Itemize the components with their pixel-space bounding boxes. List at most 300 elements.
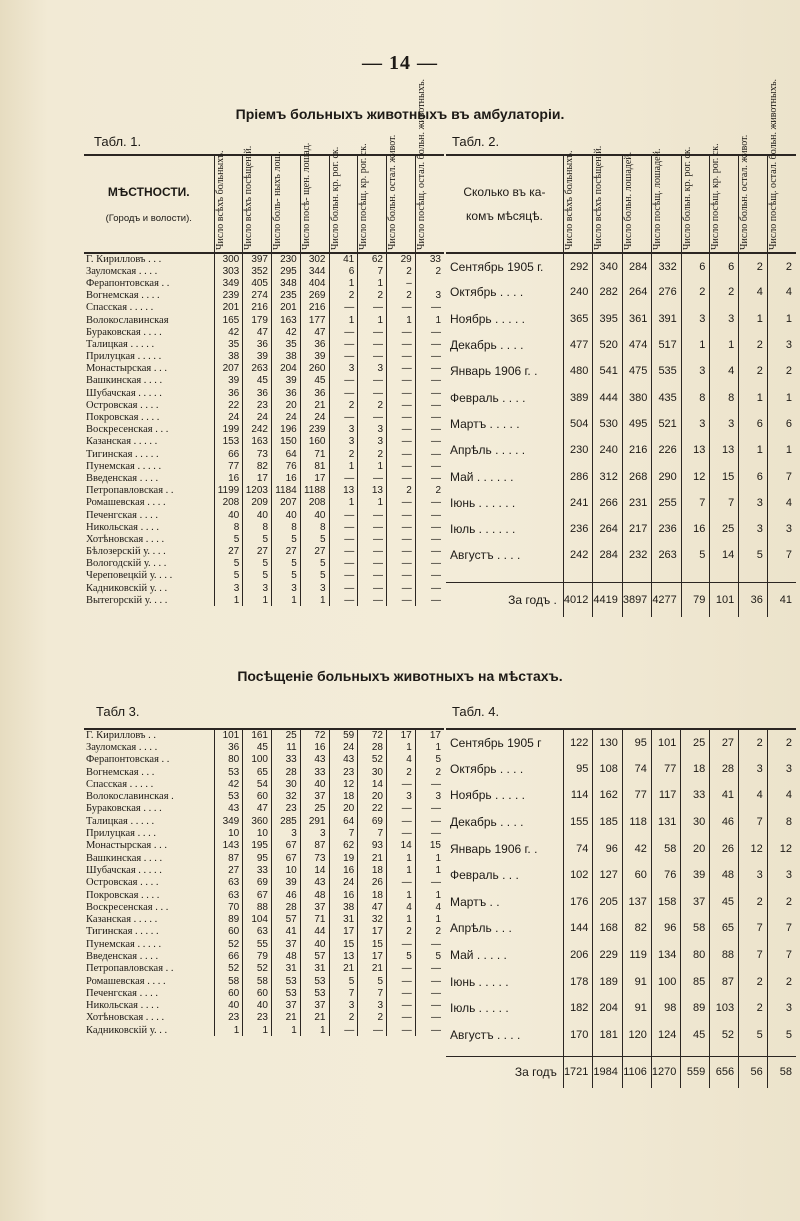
- cell-value: 23: [272, 803, 301, 815]
- cell-value: 88: [710, 942, 739, 969]
- cell-value: 144: [563, 915, 592, 942]
- cell-value: 1: [358, 497, 387, 509]
- cell-value: 60: [214, 987, 243, 999]
- cell-value: 46: [272, 889, 301, 901]
- cell-value: 20: [681, 835, 710, 862]
- cell-value: 15: [329, 938, 358, 950]
- cell-value: —: [387, 509, 416, 521]
- cell-value: 27: [243, 546, 272, 558]
- cell-value: 312: [593, 463, 622, 489]
- cell-value: —: [358, 594, 387, 606]
- cell-value: 1: [387, 741, 416, 753]
- cell-value: 30: [272, 778, 301, 790]
- cell-value: —: [387, 815, 416, 827]
- cell-value: 4: [739, 782, 768, 809]
- cell-value: 3: [415, 290, 444, 302]
- cell-value: 24: [272, 411, 301, 423]
- locality-name: Бураковская . . . .: [86, 326, 162, 338]
- locality-name: Талицкая . . . . .: [86, 815, 155, 827]
- cell-value: 3: [710, 306, 739, 332]
- month-name: Августъ . . . .: [450, 1027, 521, 1042]
- cell-value: 360: [243, 815, 272, 827]
- cell-value: 77: [622, 782, 651, 809]
- cell-value: 67: [272, 840, 301, 852]
- cell-value: 4: [739, 279, 768, 305]
- cell-value: 3: [710, 411, 739, 437]
- cell-value: 236: [652, 516, 681, 542]
- cell-value: 16: [681, 516, 710, 542]
- cell-value: 1: [387, 314, 416, 326]
- cell-value: —: [415, 803, 444, 815]
- cell-value: 66: [214, 448, 243, 460]
- cell-value: 16: [214, 472, 243, 484]
- cell-value: 1: [300, 594, 329, 606]
- table2-col-header: Число посѣщ. лошадей.: [652, 148, 664, 250]
- cell-value: 1: [767, 306, 796, 332]
- cell-value: 31: [329, 913, 358, 925]
- cell-value: 282: [593, 279, 622, 305]
- cell-value: 6: [329, 265, 358, 277]
- cell-value: 13: [710, 437, 739, 463]
- locality-name: Череповецкій у. . . .: [86, 570, 173, 582]
- cell-value: 100: [651, 968, 680, 995]
- table-row: [84, 265, 444, 277]
- table1-col-header: Число посѣщ. кр. рог. ск.: [358, 143, 370, 250]
- cell-value: 2: [739, 358, 768, 384]
- cell-value: 13: [681, 437, 710, 463]
- cell-value: 143: [214, 840, 243, 852]
- total-value: 4012: [563, 583, 592, 617]
- cell-value: —: [415, 338, 444, 350]
- table-row: [84, 987, 444, 999]
- cell-value: 46: [710, 809, 739, 836]
- cell-value: 2: [329, 399, 358, 411]
- cell-value: 53: [300, 987, 329, 999]
- cell-value: 444: [593, 384, 622, 410]
- cell-value: 182: [563, 995, 592, 1022]
- cell-value: 28: [272, 901, 301, 913]
- cell-value: 3: [767, 995, 796, 1022]
- table-row: [446, 756, 796, 783]
- cell-value: 284: [593, 542, 622, 568]
- cell-value: 28: [272, 766, 301, 778]
- total-value: 656: [710, 1056, 739, 1088]
- cell-value: 24: [214, 411, 243, 423]
- cell-value: 8: [681, 384, 710, 410]
- cell-value: —: [415, 363, 444, 375]
- table-row: [446, 332, 796, 358]
- page-number: — 14 —: [362, 52, 438, 74]
- cell-value: 3: [329, 1000, 358, 1012]
- cell-value: 303: [214, 265, 243, 277]
- table-row: [84, 950, 444, 962]
- cell-value: —: [329, 533, 358, 545]
- locality-name: Введенская . . . .: [86, 472, 159, 484]
- cell-value: 397: [243, 253, 272, 265]
- cell-value: 5: [243, 533, 272, 545]
- cell-value: 22: [214, 399, 243, 411]
- cell-value: 6: [710, 253, 739, 279]
- table2-col-header: Число больн. лошадей.: [622, 151, 634, 250]
- cell-value: [415, 277, 444, 289]
- month-name: Ноябрь . . . . .: [450, 311, 525, 326]
- cell-value: 7: [329, 827, 358, 839]
- cell-value: 3: [272, 827, 301, 839]
- cell-value: 15: [415, 840, 444, 852]
- locality-name: Островская . . . .: [86, 399, 159, 411]
- cell-value: 127: [593, 862, 622, 889]
- cell-value: 1: [415, 864, 444, 876]
- cell-value: 7: [710, 490, 739, 516]
- cell-value: 47: [300, 326, 329, 338]
- cell-value: 535: [652, 358, 681, 384]
- cell-value: 231: [622, 490, 651, 516]
- table-row: [446, 253, 796, 279]
- cell-value: 300: [214, 253, 243, 265]
- cell-value: 204: [272, 363, 301, 375]
- cell-value: —: [358, 582, 387, 594]
- cell-value: 2: [387, 290, 416, 302]
- cell-value: 1: [387, 852, 416, 864]
- cell-value: 60: [243, 790, 272, 802]
- cell-value: 389: [563, 384, 592, 410]
- cell-value: —: [329, 472, 358, 484]
- cell-value: 43: [300, 877, 329, 889]
- month-name: Февраль . . .: [450, 868, 519, 883]
- cell-value: 21: [358, 852, 387, 864]
- cell-value: —: [387, 975, 416, 987]
- cell-value: 43: [214, 803, 243, 815]
- cell-value: 122: [563, 729, 592, 756]
- cell-value: 263: [243, 363, 272, 375]
- cell-value: 1: [358, 314, 387, 326]
- cell-value: 216: [243, 302, 272, 314]
- locality-name: Воскресенская . . .: [86, 424, 169, 436]
- cell-value: —: [358, 326, 387, 338]
- cell-value: —: [358, 411, 387, 423]
- cell-value: 96: [593, 835, 622, 862]
- month-name: Апрѣль . . . . .: [450, 443, 526, 458]
- cell-value: 3: [415, 790, 444, 802]
- cell-value: —: [415, 877, 444, 889]
- cell-value: 2: [710, 279, 739, 305]
- table-row: [84, 424, 444, 436]
- table-row: [84, 864, 444, 876]
- total-value: 3897: [622, 583, 651, 617]
- locality-name: Кадниковскій у. . .: [86, 1024, 168, 1036]
- locality-name: Казанская . . . . .: [86, 436, 158, 448]
- cell-value: 276: [652, 279, 681, 305]
- cell-value: 5: [214, 570, 243, 582]
- cell-value: —: [329, 521, 358, 533]
- table-row: [84, 594, 444, 606]
- table-row: [84, 411, 444, 423]
- cell-value: 361: [622, 306, 651, 332]
- cell-value: 162: [593, 782, 622, 809]
- cell-value: 3: [358, 1000, 387, 1012]
- month-name: Сентябрь 1905 г: [450, 735, 542, 750]
- cell-value: —: [358, 375, 387, 387]
- table-row: [84, 558, 444, 570]
- cell-value: 69: [358, 815, 387, 827]
- cell-value: —: [415, 1000, 444, 1012]
- cell-value: 15: [710, 463, 739, 489]
- cell-value: 269: [300, 290, 329, 302]
- cell-value: 7: [358, 265, 387, 277]
- total-value: 58: [767, 1056, 796, 1088]
- cell-value: —: [358, 533, 387, 545]
- table-row: [84, 889, 444, 901]
- cell-value: 4: [767, 279, 796, 305]
- cell-value: 63: [214, 877, 243, 889]
- cell-value: 48: [300, 889, 329, 901]
- cell-value: —: [358, 351, 387, 363]
- cell-value: 3: [767, 516, 796, 542]
- cell-value: —: [415, 827, 444, 839]
- cell-value: 217: [622, 516, 651, 542]
- cell-value: 80: [681, 942, 710, 969]
- cell-value: 332: [652, 253, 681, 279]
- cell-value: 2: [767, 729, 796, 756]
- cell-value: 3: [358, 424, 387, 436]
- cell-value: —: [329, 338, 358, 350]
- cell-value: 7: [739, 942, 768, 969]
- total-value: 41: [767, 583, 796, 617]
- cell-value: 65: [710, 915, 739, 942]
- cell-value: —: [415, 987, 444, 999]
- cell-value: 16: [300, 741, 329, 753]
- cell-value: 1: [415, 889, 444, 901]
- locality-name: Вогнемская . . . .: [86, 290, 160, 302]
- cell-value: 199: [214, 424, 243, 436]
- cell-value: 17: [243, 472, 272, 484]
- total-value: 36: [739, 583, 768, 617]
- cell-value: —: [329, 375, 358, 387]
- cell-value: 5: [358, 975, 387, 987]
- cell-value: 66: [214, 950, 243, 962]
- cell-value: 26: [358, 877, 387, 889]
- cell-value: 40: [300, 778, 329, 790]
- cell-value: 22: [358, 803, 387, 815]
- cell-value: 93: [358, 840, 387, 852]
- cell-value: 530: [593, 411, 622, 437]
- cell-value: 20: [358, 790, 387, 802]
- cell-value: 37: [272, 1000, 301, 1012]
- locality-name: Кадниковскій у. . .: [86, 582, 168, 594]
- cell-value: 45: [300, 375, 329, 387]
- cell-value: 18: [329, 790, 358, 802]
- cell-value: 2: [329, 448, 358, 460]
- cell-value: 42: [214, 326, 243, 338]
- cell-value: 42: [214, 778, 243, 790]
- cell-value: 5: [272, 558, 301, 570]
- locality-name: Петропавловская . .: [86, 963, 174, 975]
- cell-value: 53: [272, 975, 301, 987]
- cell-value: —: [415, 424, 444, 436]
- cell-value: 1: [300, 1024, 329, 1036]
- cell-value: 504: [563, 411, 592, 437]
- cell-value: 12: [681, 463, 710, 489]
- table2-col-header: Число всѣхъ больныхъ.: [563, 150, 575, 250]
- cell-value: 205: [593, 889, 622, 916]
- month-name: Май . . . . . .: [450, 469, 514, 484]
- cell-value: —: [415, 558, 444, 570]
- table-row: [84, 338, 444, 350]
- cell-value: 10: [272, 864, 301, 876]
- locality-name: Петропавловская . .: [86, 485, 174, 497]
- cell-value: —: [415, 509, 444, 521]
- cell-value: 76: [651, 862, 680, 889]
- cell-value: –: [387, 277, 416, 289]
- cell-value: 344: [300, 265, 329, 277]
- cell-value: 1: [272, 1024, 301, 1036]
- cell-value: 77: [651, 756, 680, 783]
- cell-value: 87: [710, 968, 739, 995]
- cell-value: 1: [329, 314, 358, 326]
- table1-header-locality: МѢСТНОСТИ. (Городъ и волости).: [84, 155, 214, 253]
- cell-value: —: [358, 338, 387, 350]
- cell-value: 207: [214, 363, 243, 375]
- cell-value: 21: [358, 963, 387, 975]
- cell-value: 1: [415, 852, 444, 864]
- cell-value: 232: [622, 542, 651, 568]
- cell-value: 23: [243, 399, 272, 411]
- cell-value: 1: [329, 497, 358, 509]
- cell-value: 348: [272, 277, 301, 289]
- cell-value: 541: [593, 358, 622, 384]
- cell-value: 63: [243, 926, 272, 938]
- cell-value: 103: [710, 995, 739, 1022]
- table-row: [84, 1012, 444, 1024]
- cell-value: 3: [681, 411, 710, 437]
- cell-value: 2: [739, 889, 768, 916]
- cell-value: 7: [358, 987, 387, 999]
- cell-value: 264: [593, 516, 622, 542]
- cell-value: 1203: [243, 485, 272, 497]
- cell-value: 62: [329, 840, 358, 852]
- cell-value: 14: [358, 778, 387, 790]
- cell-value: 45: [243, 741, 272, 753]
- cell-value: 239: [300, 424, 329, 436]
- cell-value: 179: [243, 314, 272, 326]
- table-row: [84, 521, 444, 533]
- cell-value: 82: [243, 460, 272, 472]
- cell-value: 266: [593, 490, 622, 516]
- cell-value: 47: [243, 326, 272, 338]
- table-row: [84, 253, 444, 265]
- cell-value: 2: [329, 290, 358, 302]
- cell-value: 13: [358, 485, 387, 497]
- cell-value: 264: [622, 279, 651, 305]
- cell-value: —: [415, 963, 444, 975]
- cell-value: 124: [651, 1022, 680, 1049]
- total-value: 4419: [593, 583, 622, 617]
- cell-value: 1: [739, 437, 768, 463]
- cell-value: 8: [214, 521, 243, 533]
- cell-value: 95: [243, 852, 272, 864]
- cell-value: 3: [358, 436, 387, 448]
- cell-value: 1: [358, 277, 387, 289]
- cell-value: 40: [300, 509, 329, 521]
- table1-col-header: Число всѣхъ посѣщеній.: [243, 145, 255, 250]
- month-name: Январь 1906 г. .: [450, 841, 538, 856]
- table-row: [84, 913, 444, 925]
- cell-value: 47: [358, 901, 387, 913]
- cell-value: 37: [272, 938, 301, 950]
- cell-value: 58: [214, 975, 243, 987]
- cell-value: 21: [329, 963, 358, 975]
- table-row: [84, 754, 444, 766]
- cell-value: 24: [300, 411, 329, 423]
- cell-value: 155: [563, 809, 592, 836]
- cell-value: 185: [593, 809, 622, 836]
- cell-value: 58: [681, 915, 710, 942]
- month-name: Мартъ . . . . .: [450, 416, 520, 431]
- cell-value: 89: [214, 913, 243, 925]
- cell-value: 33: [415, 253, 444, 265]
- cell-value: 1: [272, 594, 301, 606]
- locality-name: Введенская . . . .: [86, 950, 159, 962]
- cell-value: 226: [652, 437, 681, 463]
- table-3: [84, 728, 444, 1036]
- cell-value: 7: [329, 987, 358, 999]
- month-name: Ноябрь . . . . .: [450, 788, 525, 803]
- locality-name: Никольская . . . .: [86, 1000, 160, 1012]
- cell-value: —: [387, 533, 416, 545]
- locality-name: Ромашевская . . . .: [86, 497, 166, 509]
- locality-name: Монастырская . . .: [86, 363, 168, 375]
- cell-value: 6: [681, 253, 710, 279]
- cell-value: 260: [300, 363, 329, 375]
- cell-value: 3: [214, 582, 243, 594]
- cell-value: 8: [300, 521, 329, 533]
- cell-value: 3: [739, 862, 768, 889]
- cell-value: 405: [243, 277, 272, 289]
- cell-value: 163: [272, 314, 301, 326]
- cell-value: 263: [652, 542, 681, 568]
- table-row: [446, 915, 796, 942]
- cell-value: 2: [739, 332, 768, 358]
- cell-value: —: [387, 375, 416, 387]
- cell-value: 161: [243, 729, 272, 741]
- cell-value: 25: [710, 516, 739, 542]
- cell-value: 290: [652, 463, 681, 489]
- cell-value: —: [415, 460, 444, 472]
- cell-value: 18: [681, 756, 710, 783]
- cell-value: 207: [272, 497, 301, 509]
- table-row: [84, 778, 444, 790]
- cell-value: 8: [272, 521, 301, 533]
- cell-value: 39: [272, 877, 301, 889]
- cell-value: 240: [593, 437, 622, 463]
- cell-value: —: [387, 546, 416, 558]
- table-row: [84, 766, 444, 778]
- cell-value: —: [358, 521, 387, 533]
- cell-value: 131: [651, 809, 680, 836]
- table-row: [84, 509, 444, 521]
- cell-value: —: [415, 411, 444, 423]
- cell-value: 204: [593, 995, 622, 1022]
- cell-value: 100: [243, 754, 272, 766]
- cell-value: 14: [710, 542, 739, 568]
- cell-value: 1: [681, 332, 710, 358]
- cell-value: —: [415, 1012, 444, 1024]
- cell-value: 7: [739, 809, 768, 836]
- cell-value: 3: [767, 756, 796, 783]
- cell-value: 12: [739, 835, 768, 862]
- cell-value: 3: [739, 490, 768, 516]
- cell-value: 24: [243, 411, 272, 423]
